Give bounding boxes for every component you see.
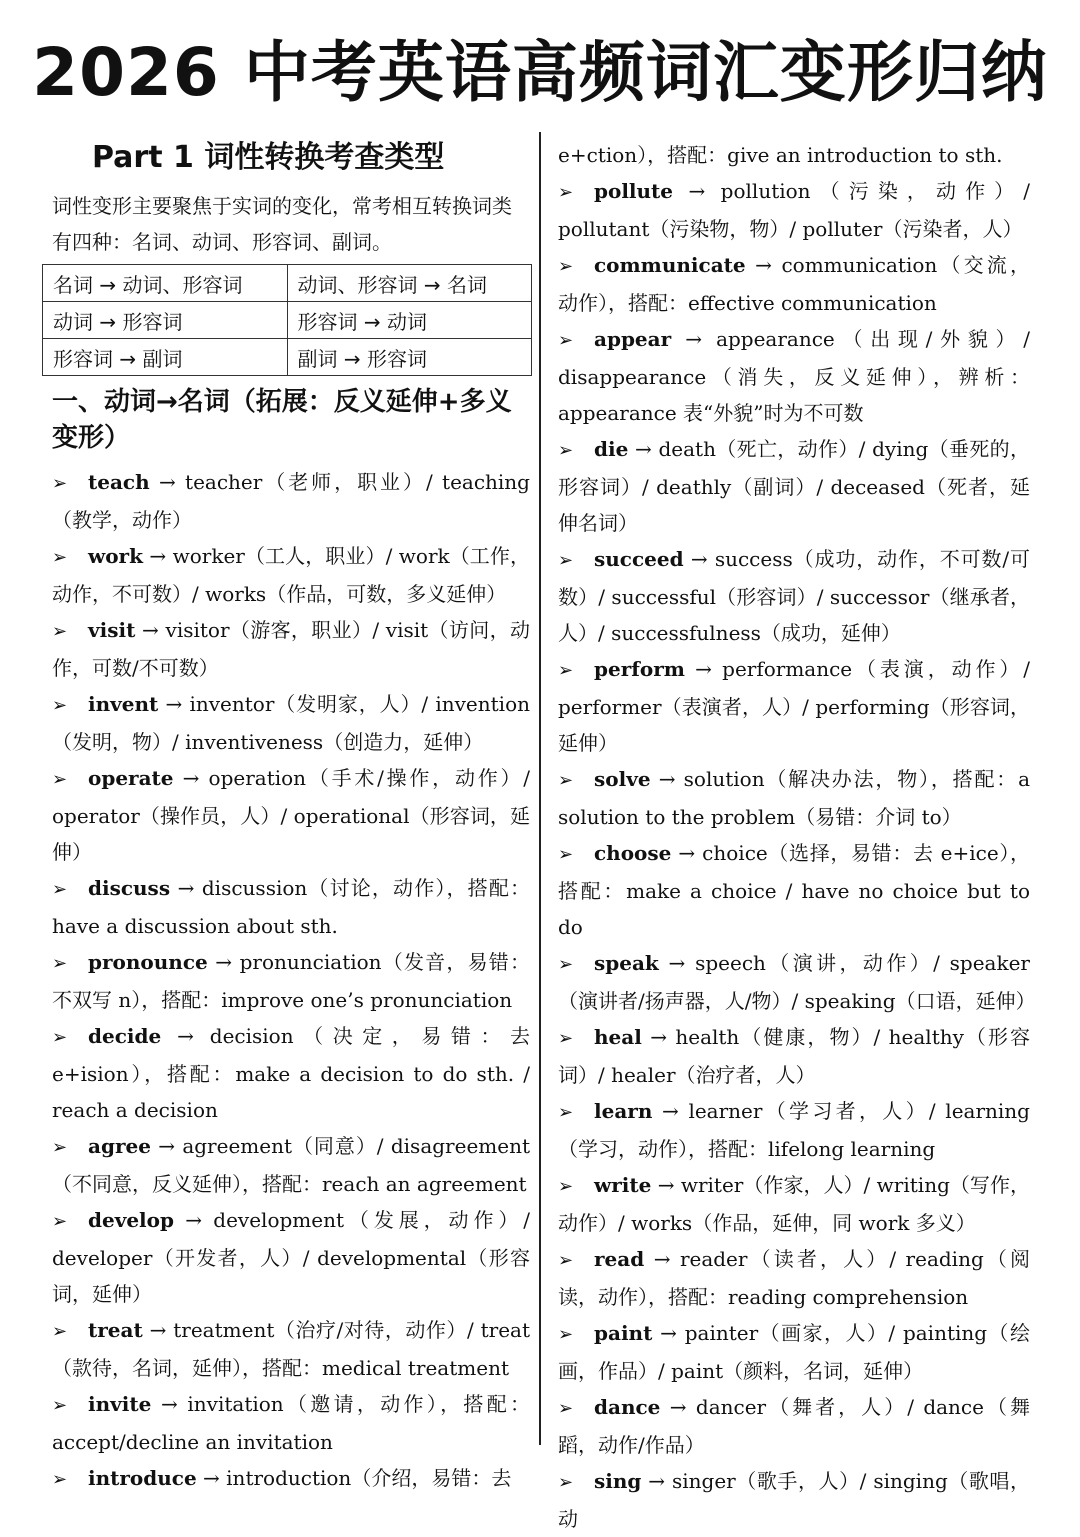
bullet-arrow-icon: ➢ [52, 621, 68, 642]
entry-headword: learn [594, 1099, 653, 1123]
conversion-types-table [42, 264, 532, 376]
bullet-arrow-icon: ➢ [558, 1324, 574, 1345]
word-entry [52, 1460, 530, 1498]
word-entry [558, 173, 1030, 247]
entry-body: → success（成功，动作，不可数/可数）/ successful（形容词）/ successor（继承者，人）/ successfulness（成功，延伸） [558, 547, 1030, 645]
entry-body: → learner（学习者，人）/ learning（学习，动作），搭配：lifelong learning [558, 1099, 1030, 1161]
bullet-arrow-icon: ➢ [558, 844, 574, 865]
entry-headword: dance [594, 1395, 661, 1419]
entry-headword: sing [594, 1469, 642, 1493]
entry-body: → singer（歌手，人）/ singing（歌唱，动 [558, 1469, 1030, 1531]
entry-body: → pollution（污染，动作）/ pollutant（污染物，物）/ polluter（污染者，人） [558, 179, 1030, 241]
bullet-arrow-icon: ➢ [558, 1102, 574, 1123]
entry-headword: introduce [88, 1466, 197, 1490]
entry-body: → painter（画家，人）/ painting（绘画，作品）/ paint（颜料，名词，延伸） [558, 1321, 1030, 1383]
bullet-arrow-icon: ➢ [558, 1176, 574, 1197]
bullet-arrow-icon: ➢ [52, 769, 68, 790]
page-title: 2026 中考英语高频词汇变形归纳 [32, 34, 1048, 111]
entry-headword: agree [88, 1134, 151, 1158]
word-entry [558, 321, 1030, 431]
table-cell: 名词 → 动词、形容词 [43, 265, 288, 302]
entry-body: → solution（解决办法，物），搭配：a solution to the problem（易错：介词 to） [558, 767, 1030, 829]
entry-headword: die [594, 437, 629, 461]
word-entry [558, 1019, 1030, 1093]
table-row [43, 265, 532, 302]
word-entry [52, 1386, 530, 1460]
entry-headword: choose [594, 841, 672, 865]
entry-body: → pronunciation（发音，易错：不双写 n），搭配：improve one’s pronunciation [52, 950, 530, 1012]
table-row [43, 302, 532, 339]
entry-body: → appearance（出现/外貌）/ disappearance（消失，反义延伸），辨析：appearance 表“外貌”时为不可数 [558, 327, 1030, 425]
word-entry [52, 686, 530, 760]
bullet-arrow-icon: ➢ [52, 879, 68, 900]
bullet-arrow-icon: ➢ [52, 1321, 68, 1342]
bullet-arrow-icon: ➢ [52, 1395, 68, 1416]
entry-body: → invitation（邀请，动作），搭配：accept/decline an invitation [52, 1392, 530, 1454]
word-entry [52, 1202, 530, 1312]
table-cell: 形容词 → 动词 [287, 302, 532, 339]
word-entry [558, 835, 1030, 945]
word-entry [52, 612, 530, 686]
entry-headword: invite [88, 1392, 152, 1416]
entry-body: → performance（表演，动作）/ performer（表演者，人）/ performing（形容词，延伸） [558, 657, 1030, 755]
entry-body: → introduction（介绍，易错：去 [196, 1466, 512, 1490]
entry-body: → teacher（老师，职业）/ teaching（教学，动作） [52, 470, 530, 532]
entry-body: → development（发展，动作）/ developer（开发者，人）/ developmental（形容词，延伸） [52, 1208, 530, 1306]
word-entry [558, 651, 1030, 761]
table-cell: 动词 → 形容词 [43, 302, 288, 339]
bullet-arrow-icon: ➢ [558, 1398, 574, 1419]
right-entry-list [558, 173, 1036, 1537]
part-intro: 词性变形主要聚焦于实词的变化，常考相互转换词类有四种：名词、动词、形容词、副词。 [52, 194, 512, 254]
table-row [43, 339, 532, 376]
entry-headword: work [88, 544, 143, 568]
entry-headword: pronounce [88, 950, 208, 974]
entry-body: → health（健康，物）/ healthy（形容词）/ healer（治疗者，人） [558, 1025, 1030, 1087]
entry-headword: treat [88, 1318, 143, 1342]
entry-body: → decision（决定，易错：去 e+ision），搭配：make a decision to do sth. / reach a decision [52, 1024, 530, 1122]
entry-body: → writer（作家，人）/ writing（写作，动作）/ works（作品，延伸，同 work 多义） [558, 1173, 1030, 1235]
entry-headword: speak [594, 951, 659, 975]
entry-body: → speech（演讲，动作）/ speaker（演讲者/扬声器，人/物）/ speaking（口语，延伸） [558, 951, 1036, 1013]
continued-entry-text: e+ction），搭配：give an introduction to sth. [558, 143, 1003, 167]
word-entry [558, 945, 1036, 1019]
bullet-arrow-icon: ➢ [558, 1028, 574, 1049]
entry-headword: solve [594, 767, 651, 791]
bullet-arrow-icon: ➢ [558, 770, 574, 791]
entry-headword: teach [88, 470, 150, 494]
entry-headword: visit [88, 618, 136, 642]
word-entry [558, 431, 1030, 541]
word-entry [52, 760, 530, 870]
entry-headword: paint [594, 1321, 653, 1345]
bullet-arrow-icon: ➢ [558, 256, 574, 277]
bullet-arrow-icon: ➢ [52, 1211, 68, 1232]
word-entry [52, 944, 530, 1018]
entry-body: → reader（读者，人）/ reading（阅读，动作），搭配：reading comprehension [558, 1247, 1030, 1309]
entry-body: → worker（工人，职业）/ work（工作，动作，不可数）/ works（作品，可数，多义延伸） [52, 544, 530, 606]
entry-body: → communication（交流，动作），搭配：effective communication [558, 253, 1030, 315]
word-entry [558, 761, 1030, 835]
table-cell: 副词 → 形容词 [287, 339, 532, 376]
bullet-arrow-icon: ➢ [558, 954, 574, 975]
entry-headword: read [594, 1247, 645, 1271]
entry-headword: heal [594, 1025, 642, 1049]
entry-body: → death（死亡，动作）/ dying（垂死的，形容词）/ deathly（副词）/ deceased（死者，延伸名词） [558, 437, 1030, 535]
entry-headword: appear [594, 327, 672, 351]
table-cell: 形容词 → 副词 [43, 339, 288, 376]
word-entry [558, 1093, 1030, 1167]
entry-headword: write [594, 1173, 652, 1197]
bullet-arrow-icon: ➢ [52, 953, 68, 974]
table-cell: 动词、形容词 → 名词 [287, 265, 532, 302]
entry-headword: operate [88, 766, 174, 790]
bullet-arrow-icon: ➢ [52, 547, 68, 568]
entry-body: → agreement（同意）/ disagreement（不同意，反义延伸），搭配：reach an agreement [52, 1134, 530, 1196]
bullet-arrow-icon: ➢ [52, 1137, 68, 1158]
word-entry [558, 247, 1030, 321]
bullet-arrow-icon: ➢ [558, 1472, 574, 1493]
entry-headword: discuss [88, 876, 171, 900]
bullet-arrow-icon: ➢ [558, 330, 574, 351]
part-title: Part 1 词性转换考查类型 [92, 140, 445, 175]
word-entry [558, 1241, 1030, 1315]
word-entry [52, 1018, 530, 1128]
entry-body: → treatment（治疗/对待，动作）/ treat（款待，名词，延伸），搭配：medical treatment [52, 1318, 530, 1380]
word-entry [52, 538, 530, 612]
word-entry [558, 1389, 1030, 1463]
word-entry [558, 541, 1030, 651]
bullet-arrow-icon: ➢ [558, 1250, 574, 1271]
word-entry [52, 870, 530, 944]
bullet-arrow-icon: ➢ [558, 182, 574, 203]
bullet-arrow-icon: ➢ [52, 473, 68, 494]
entry-headword: succeed [594, 547, 684, 571]
bullet-arrow-icon: ➢ [52, 1027, 68, 1048]
bullet-arrow-icon: ➢ [52, 1469, 68, 1490]
word-entry [558, 1463, 1030, 1537]
word-entry [52, 1128, 530, 1202]
entry-headword: develop [88, 1208, 174, 1232]
left-entry-list [52, 464, 530, 1498]
entry-headword: perform [594, 657, 685, 681]
entry-body: → choice（选择，易错：去 e+ice），搭配：make a choice / have no choice but to do [558, 841, 1030, 939]
entry-body: → inventor（发明家，人）/ invention（发明，物）/ inventiveness（创造力，延伸） [52, 692, 530, 754]
right-column [558, 137, 1036, 1537]
section-title: 一、动词→名词（拓展：反义延伸+多义变形） [52, 387, 512, 453]
word-entry [52, 464, 530, 538]
word-entry [52, 1312, 530, 1386]
entry-headword: invent [88, 692, 159, 716]
word-entry [558, 1315, 1030, 1389]
bullet-arrow-icon: ➢ [558, 550, 574, 571]
bullet-arrow-icon: ➢ [52, 695, 68, 716]
entry-headword: communicate [594, 253, 746, 277]
left-column [52, 130, 530, 1498]
entry-body: → dancer（舞者，人）/ dance（舞蹈，动作/作品） [558, 1395, 1030, 1457]
entry-body: → visitor（游客，职业）/ visit（访问，动作，可数/不可数） [52, 618, 530, 680]
column-divider [539, 132, 541, 1445]
entry-body: → discussion（讨论，动作），搭配：have a discussion about sth. [52, 876, 530, 938]
bullet-arrow-icon: ➢ [558, 660, 574, 681]
word-entry [558, 1167, 1030, 1241]
bullet-arrow-icon: ➢ [558, 440, 574, 461]
entry-headword: pollute [594, 179, 674, 203]
entry-body: → operation（手术/操作，动作）/ operator（操作员，人）/ operational（形容词，延伸） [52, 766, 530, 864]
entry-headword: decide [88, 1024, 162, 1048]
